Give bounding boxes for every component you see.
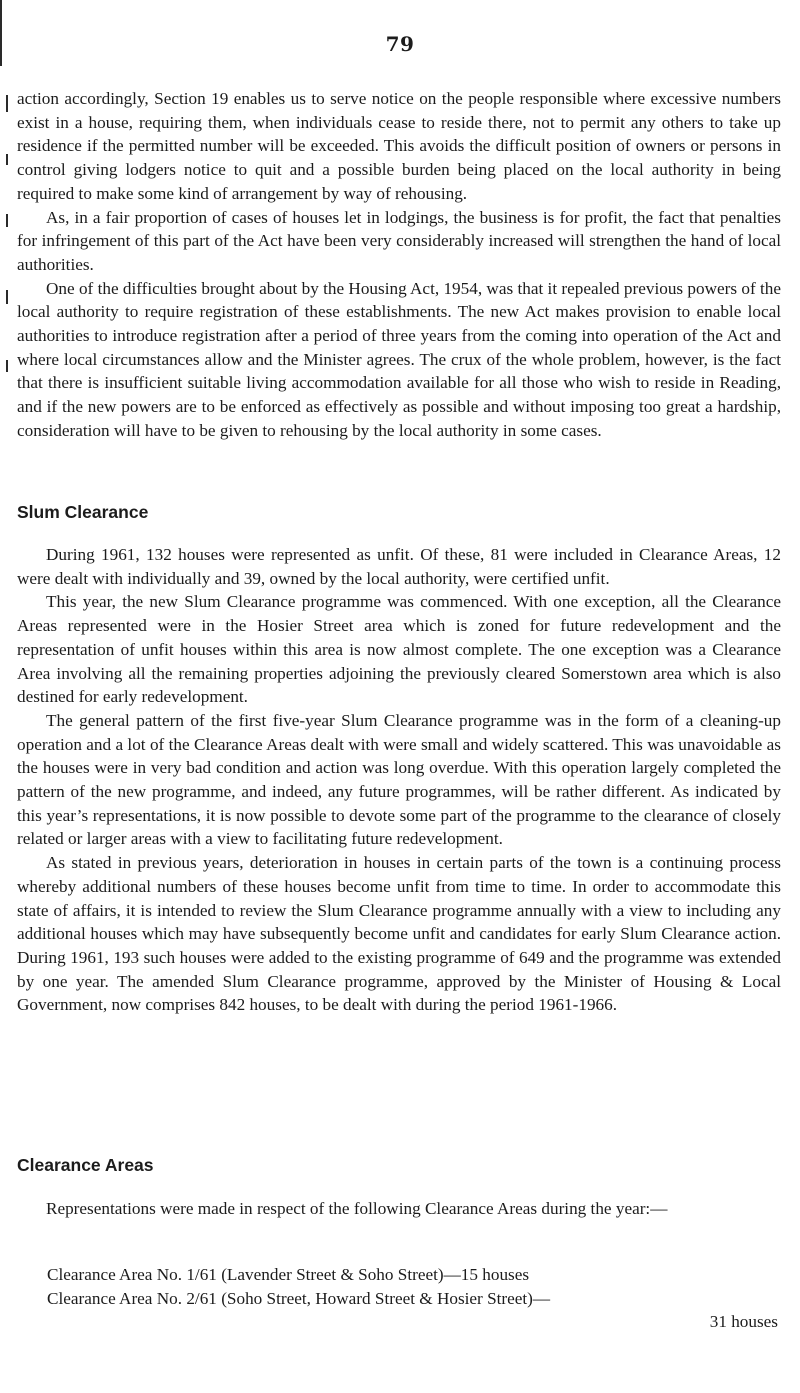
paragraph: action accordingly, Section 19 enables us to serve notice on the people responsible where excessive numbers exist in a house, requiring them, when individuals cease to reside there, not to permit any others to take up residence if the permitted number will be exceeded. This avoids the difficult position of owners or persons in control giving lodgers notice to quit and a possible burden being placed on the local authority in being required to make some kind of arrangement by way of rehousing. <box>17 89 781 203</box>
paragraph: One of the difficulties brought about by the Housing Act, 1954, was that it repealed previous powers of the local authority to require registration of these establishments. The new Act makes provision to enable local authorities to introduce registration after a period of three years from the coming into operation of the Act and where local circumstances allow and the Minister agrees. The crux of the whole problem, however, is the fact that there is insufficient suitable living accommodation available for all those who wish to reside in Reading, and if the new powers are to be enforced as effectively as possible and without imposing too great a hardship, consideration will have to be given to rehousing by the local authority in some cases. <box>17 278 781 440</box>
paragraph: As stated in previous years, deterioration in houses in certain parts of the town is a continuing process whereby additional numbers of these houses become unfit from time to time. In order to accommodate this state of affairs, it is intended to review the Slum Clearance programme annually with a view to including any additional houses which may have subsequently become unfit and candidates for early Slum Clearance action. During 1961, 193 such houses were added to the existing programme of 649 and the programme was extended by one year. The amended Slum Clearance programme, approved by the Minister of Housing & Local Government, now comprises 842 houses, to be dealt with during the period 1961-1966. <box>17 853 781 1015</box>
scan-edge-mark <box>6 95 8 112</box>
clearance-area-entry: Clearance Area No. 1/61 (Lavender Street & Soho Street)—15 houses <box>47 1265 530 1284</box>
clearance-areas-intro <box>17 1197 781 1221</box>
clearance-area-entry-count: 31 houses <box>709 1312 778 1331</box>
paragraph: Representations were made in respect of the following Clearance Areas during the year:— <box>46 1199 668 1218</box>
paragraph: During 1961, 132 houses were represented as unfit. Of these, 81 were included in Clearance Areas, 12 were dealt with individually and 39, owned by the local authority, were certified unfit. <box>17 545 781 588</box>
intro-section <box>17 87 781 443</box>
scan-edge-mark <box>6 360 8 372</box>
paragraph: As, in a fair proportion of cases of houses let in lodgings, the business is for profit, the fact that penalties for infringement of this part of the Act have been very considerably increased will strengthen the hand of local authorities. <box>17 207 781 274</box>
slum-clearance-section <box>17 543 781 1017</box>
section-heading-clearance-areas: Clearance Areas <box>17 1155 154 1175</box>
scan-edge-mark <box>6 290 8 304</box>
paragraph: The general pattern of the first five-year Slum Clearance programme was in the form of a cleaning-up operation and a lot of the Clearance Areas dealt with were small and widely scattered. This was unavoidable as the houses were in very bad condition and action was long overdue. With this operation largely completed the pattern of the new programme, and indeed, any future programmes, will be rather different. As indicated by this year’s representations, it is now possible to devote some part of the programme to the clearance of closely related or larger areas with a view to facilitating future redevelopment. <box>17 710 781 849</box>
paragraph: This year, the new Slum Clearance programme was commenced. With one exception, all the Clearance Areas represented were in the Hosier Street area which is zoned for future redevelopment and the representation of unfit houses within this area is now almost complete. The one exception was a Clearance Area involving all the remaining properties adjoining the previously cleared Somerstown area which is also destined for early redevelopment. <box>17 592 781 707</box>
scan-edge-mark <box>6 214 8 227</box>
scan-edge-mark <box>6 154 8 165</box>
page-number: 79 <box>385 32 415 56</box>
section-heading-slum-clearance: Slum Clearance <box>17 502 149 522</box>
clearance-area-entry: Clearance Area No. 2/61 (Soho Street, Howard Street & Hosier Street)— <box>47 1289 551 1308</box>
